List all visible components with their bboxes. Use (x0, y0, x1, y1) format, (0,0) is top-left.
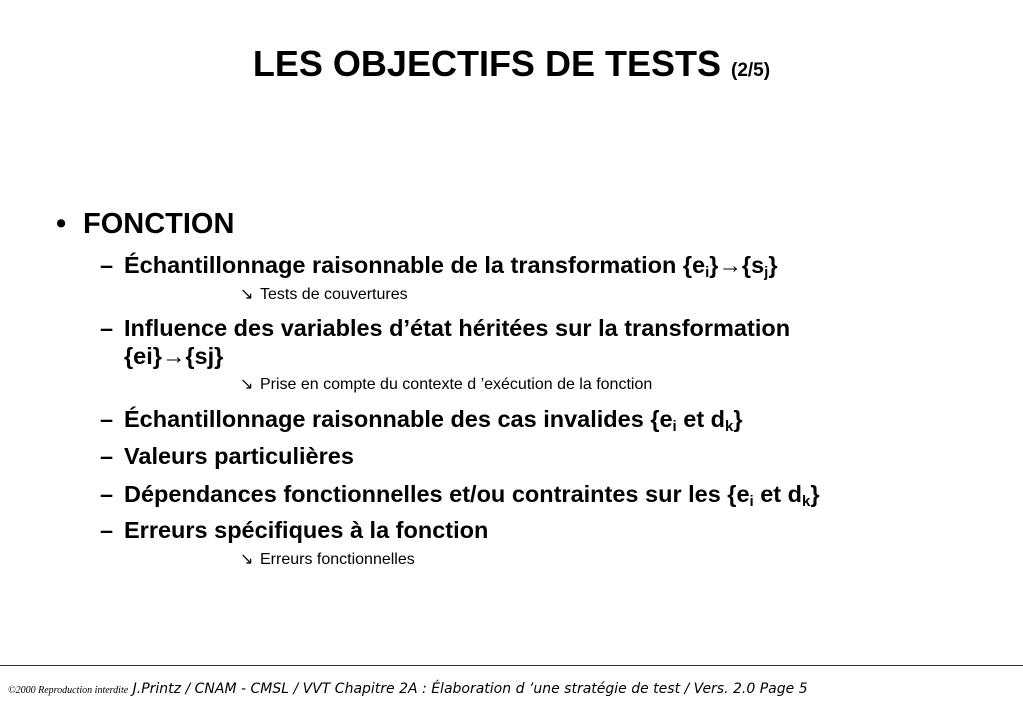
note-item (240, 285, 408, 305)
item-text: Erreurs spécifiques à la fonction (124, 517, 489, 543)
arrow-icon: ↘ (240, 376, 254, 393)
note-item (240, 375, 652, 395)
item-text: } (768, 252, 778, 278)
item-text: et d (676, 406, 726, 432)
dash-marker: – (100, 315, 114, 341)
list-item (100, 251, 777, 279)
note-text: Tests de couvertures (260, 286, 408, 303)
arrow-icon: ↘ (240, 286, 254, 303)
note-text: Erreurs fonctionnelles (260, 551, 415, 568)
dash-marker: – (100, 517, 114, 543)
list-item (100, 314, 790, 370)
arrow-icon: ↘ (240, 551, 254, 568)
title-page-indicator: (2/5) (731, 60, 771, 81)
title-text: LES OBJECTIFS DE TESTS (252, 43, 721, 84)
list-item (100, 405, 743, 433)
footer-info: J.Printz / CNAM - CMSL / VVT Chapitre 2A : Élaboration d ’une stratégie de test / Vers. 2.0 Page 5 (132, 681, 808, 697)
note-item (240, 550, 415, 570)
item-text: Influence des variables d’état héritées sur la transformation (124, 315, 791, 341)
copyright-text: ©2000 Reproduction interdite (8, 685, 129, 696)
list-item (100, 442, 354, 470)
slide-footer (8, 680, 808, 698)
subscript: k (802, 493, 811, 510)
item-text: Dépendances fonctionnelles et/ou contraintes sur les {e (124, 481, 750, 507)
item-text: Échantillonnage raisonnable de la transformation {e (124, 252, 706, 278)
subscript: k (725, 418, 734, 435)
item-text: } (810, 481, 820, 507)
dash-marker: – (100, 481, 114, 507)
bullet-fonction (56, 206, 234, 242)
item-text-continuation: {ei}→{sj} (124, 343, 224, 369)
item-text: Valeurs particulières (124, 443, 354, 469)
dash-marker: – (100, 406, 114, 432)
subscript: i (705, 264, 710, 281)
bullet-label: FONCTION (83, 208, 235, 240)
subscript: j (764, 264, 769, 281)
subscript: i (749, 493, 754, 510)
item-text: Échantillonnage raisonnable des cas invalides {e (124, 406, 673, 432)
footer-divider (0, 665, 1023, 666)
list-item (100, 480, 820, 508)
item-text: } (733, 406, 743, 432)
subscript: i (672, 418, 677, 435)
note-text: Prise en compte du contexte d ’exécution de la fonction (260, 376, 653, 393)
dash-marker: – (100, 252, 114, 278)
item-text: et d (753, 481, 803, 507)
list-item (100, 516, 488, 544)
item-text: }→{s (709, 252, 765, 278)
bullet-dot-icon: • (56, 208, 67, 240)
dash-marker: – (100, 443, 114, 469)
